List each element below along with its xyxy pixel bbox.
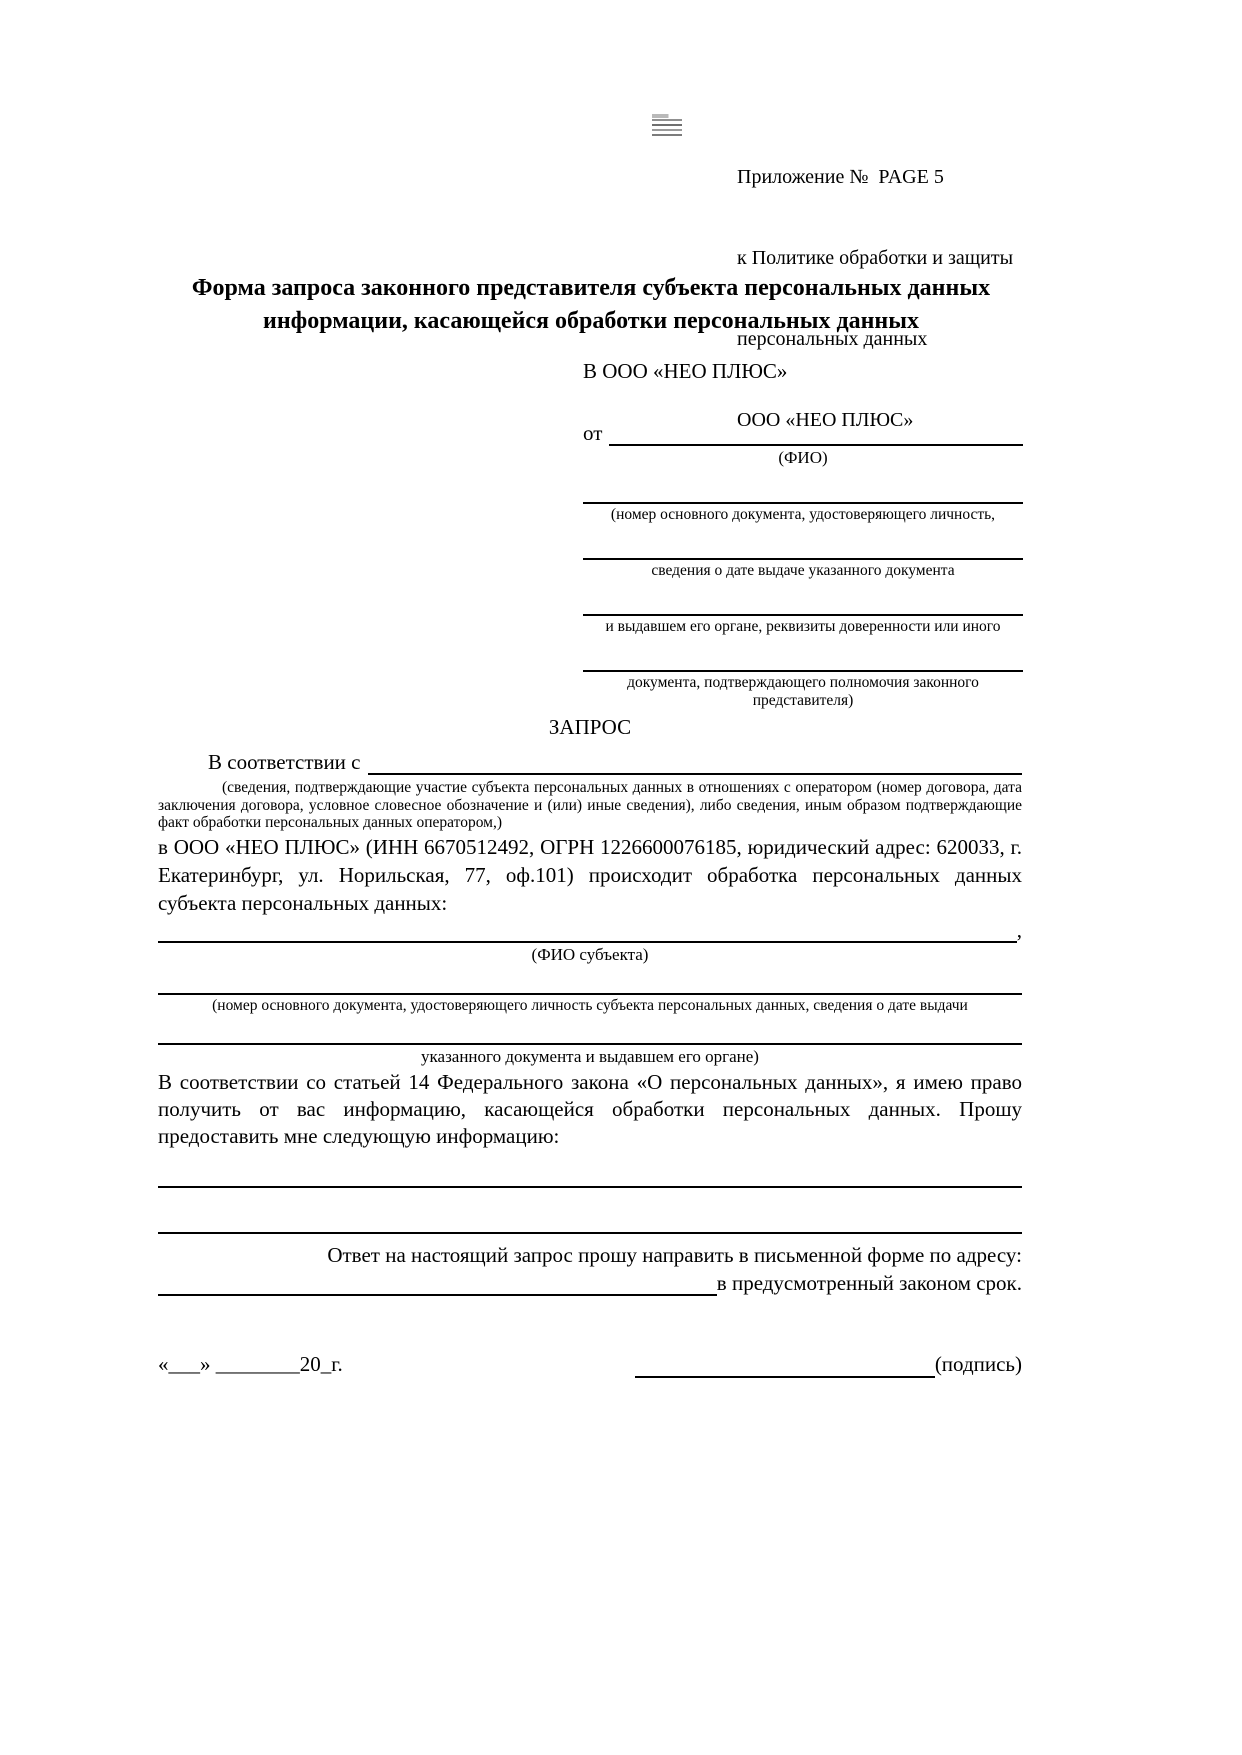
doc-authority-blank-field[interactable] (583, 586, 1023, 616)
request-heading: ЗАПРОС (548, 715, 632, 739)
fio-caption: (ФИО) (778, 448, 828, 467)
signature-blank-field[interactable] (635, 1352, 935, 1378)
subject-doc-group-1 (158, 963, 1022, 1015)
date-blank-field[interactable]: «___» ________20_г. (158, 1352, 343, 1376)
subject-fio-caption: (ФИО субъекта) (531, 945, 649, 964)
doc-authority-caption: и выдавшем его органе, реквизиты доверенности или иного (605, 618, 1001, 635)
subject-doc-row-1 (158, 963, 1022, 995)
answer-tail: в предусмотренный законом срок. (716, 1271, 1022, 1295)
answer-address-row (158, 1268, 1022, 1296)
subject-fio-row (158, 911, 1022, 943)
doc-issue-date-caption: сведения о дате выдаче указанного документа (651, 562, 955, 579)
appendix-line-4: ООО «НЕО ПЛЮС» (737, 409, 914, 431)
subject-doc-row-2 (158, 1013, 1022, 1045)
form-title (158, 272, 1024, 338)
from-fio-blank-field[interactable] (609, 420, 1023, 446)
in-accordance-blank-field[interactable] (368, 749, 1023, 775)
doc-number-caption: (номер основного документа, удостоверяющего личность, (610, 506, 996, 523)
form-title-line-1: Форма запроса законного представителя субъекта персональных данных (191, 275, 991, 301)
doc-powers-blank-field[interactable] (583, 642, 1023, 672)
subject-doc-caption-1: (номер основного документа, удостоверяющего личность субъекта персональных данных, сведения о дате выдачи (212, 997, 968, 1014)
appendix-line-2: к Политике обработки и защиты (737, 247, 1014, 269)
requested-info-blank-field-1[interactable] (158, 1186, 1022, 1188)
subject-doc-blank-field-1[interactable] (158, 963, 1022, 995)
operator-paragraph: в ООО «НЕО ПЛЮС» (ИНН 6670512492, ОГРН 1226600076185, юридический адрес: 620033, г. Екатеринбург, ул. Норильская, 77, оф.101) происходит обработка персональных данных субъекта персональных данных: (158, 835, 1022, 915)
doc-number-blank-field[interactable] (583, 474, 1023, 504)
subject-doc-caption-2: указанного документа и выдавшем его органе) (421, 1047, 759, 1066)
in-accordance-label: В соответствии с (208, 750, 361, 774)
answer-address-blank-field[interactable] (158, 1270, 717, 1296)
requested-info-blank-field-2[interactable] (158, 1232, 1022, 1234)
fine-print-caption: (сведения, подтверждающие участие субъекта персональных данных в отношениях с оператором (номер договора, дата заключения договора, условное словесное обозначение и (или) иные сведения), либо сведения, иным образом подтверждающие факт обработки персональных данных оператором,) (158, 779, 1022, 831)
form-title-line-2: информации, касающейся обработки персональных данных (263, 308, 919, 334)
answer-line: Ответ на настоящий запрос прошу направить в письменной форме по адресу: (327, 1243, 1022, 1267)
from-row (583, 406, 1023, 446)
appendix-line-1: Приложение № PAGE 5 (737, 166, 944, 188)
subject-doc-blank-field-2[interactable] (158, 1013, 1022, 1045)
subject-fio-group (158, 911, 1022, 965)
addressee-block (583, 358, 1023, 710)
appendix-line-3: персональных данных (737, 328, 928, 350)
embedded-object-icon (652, 114, 682, 140)
law-paragraph: В соответствии со статьей 14 Федерального закона «О персональных данных», я имею право получить от вас информацию, касающейся обработки персональных данных. Прошу предоставить мне следующую информацию: (158, 1070, 1022, 1148)
in-accordance-row (158, 745, 1022, 775)
doc-powers-caption: документа, подтверждающего полномочия законного представителя) (627, 674, 979, 709)
from-label: от (583, 421, 603, 445)
subject-fio-blank-field[interactable] (158, 911, 1017, 943)
footer-row (158, 1350, 1022, 1378)
signature-group (635, 1350, 1022, 1378)
doc-issue-date-blank-field[interactable] (583, 530, 1023, 560)
subject-doc-group-2 (158, 1013, 1022, 1067)
addressee-org: В ООО «НЕО ПЛЮС» (583, 359, 788, 383)
subject-fio-comma: , (1016, 918, 1022, 942)
signature-caption: (подпись) (934, 1352, 1022, 1376)
